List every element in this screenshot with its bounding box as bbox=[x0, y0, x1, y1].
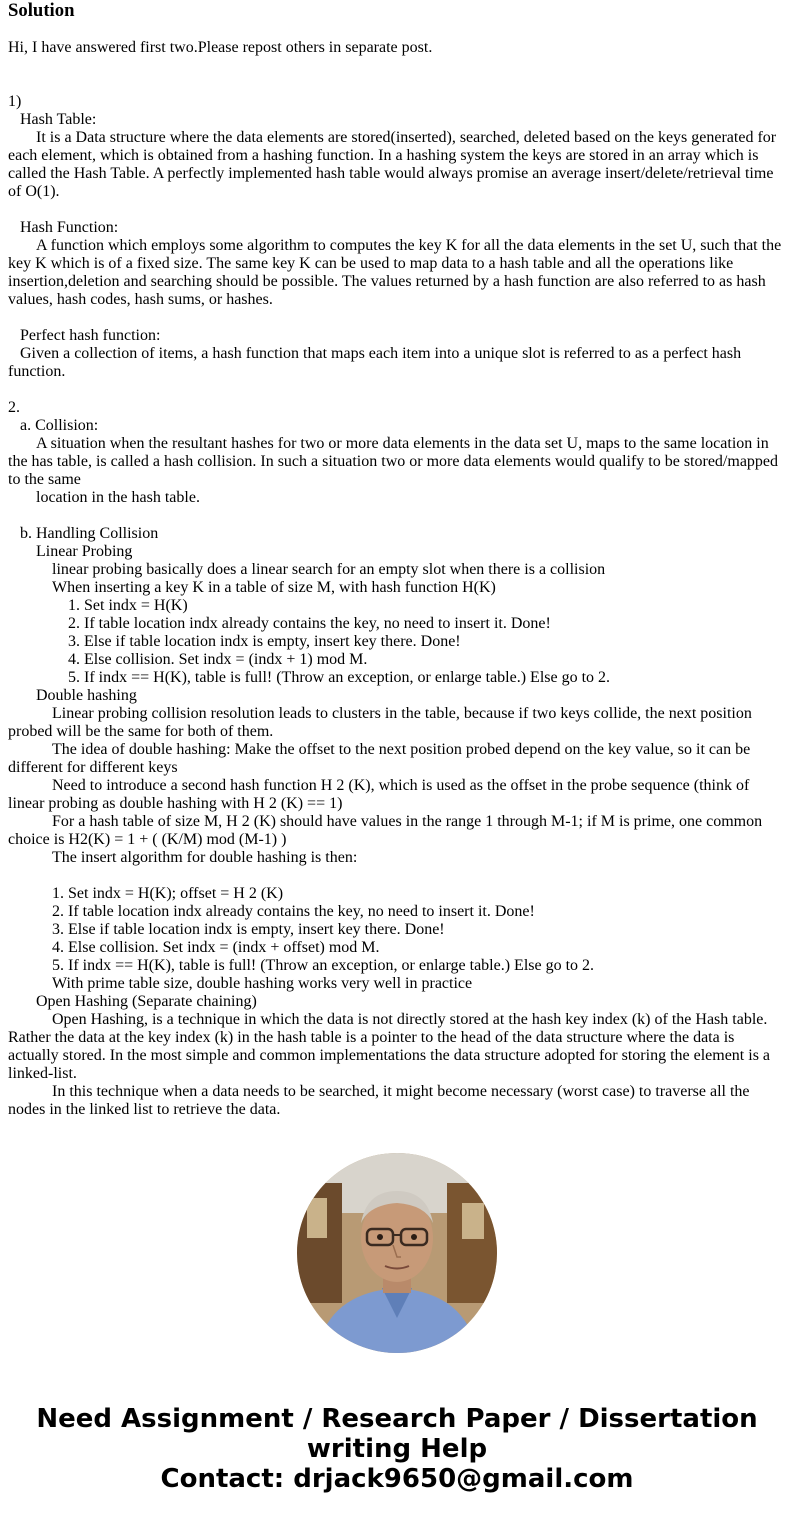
promo-contact: Contact: drjack9650@gmail.com bbox=[160, 1464, 634, 1494]
page-title: Solution bbox=[8, 0, 75, 21]
author-photo bbox=[297, 1153, 497, 1353]
answer-body: 1) Hash Table: It is a Data structure where the data elements are stored(inserted), searched, deleted based on the keys generated for each element, which is obtained from a hashing function. In a hashing system the keys are stored in an array which is called the Hash Table. A perfectly implemented hash table would always promise an average insert/delete/retrieval time of O(1). Hash Function: A function which employs some algorithm to computes the key K for all the data elements in the set U, such that the key K which is of a fixed size. The same key K can be used to map data to a hash table and all the operations like insertion,deletion and searching should be possible. The values returned by a hash function are also referred to as hash values, hash codes, hash sums, or hashes. Perfect hash function: Given a collection of items, a hash function that maps each item into a unique slot is referred to as a perfect hash function. 2. a. Collision: A situation when the resultant hashes for two or more data elements in the data set U, maps to the same location in the has table, is called a hash collision. In such a situation two or more data elements would qualify to be stored/mapped to the same location in the hash table. b. Handling Collision Linear Probing linear probing basically does a linear search for an empty slot when there is a collision When inserting a key K in a table of size M, with hash function H(K) 1. Set indx = H(K) 2. If table location indx already contains the key, no need to insert it. Done! 3. Else if table location indx is empty, insert key there. Done! 4. Else collision. Set indx = (indx + 1) mod M. 5. If indx == H(K), table is full! (Throw an exception, or enlarge table.) Else go to 2. Double hashing Linear probing collision resolution leads to clusters in the table, because if two keys collide, the next position probed will be the same for both of them. The idea of double hashing: Make the offset to the next position probed depend on the key value, so it can be different for different keys Need to introduce a second hash function H 2 (K), which is used as the offset in the probe sequence (think of linear probing as double hashing with H 2 (K) == 1) For a hash table of size M, H 2 (K) should have values in the range 1 through M-1; if M is prime, one common choice is H2(K) = 1 + ( (K/M) mod (M-1) ) The insert algorithm for double hashing is then: 1. Set indx = H(K); offset = H 2 (K) 2. If table location indx already contains the key, no need to insert it. Done! 3. Else if table location indx is empty, insert key there. Done! 4. Else collision. Set indx = (indx + offset) mod M. 5. If indx == H(K), table is full! (Throw an exception, or enlarge table.) Else go to 2. With prime table size, double hashing works very well in practice Open Hashing (Separate chaining) Open Hashing, is a technique in which the data is not directly stored at the hash key index (k) of the Hash table. Rather the data at the key index (k) in the hash table is a pointer to the head of the data structure where the data is actually stored. In the most simple and common implementations the data structure adopted for storing the element is a linked-list. In this technique when a data needs to be searched, it might become necessary (worst case) to traverse all the nodes in the linked list to retrieve the data. bbox=[8, 93, 782, 1118]
promo-line-2: writing Help bbox=[306, 1434, 488, 1464]
promo-banner bbox=[0, 1404, 794, 1494]
intro-text: Hi, I have answered first two.Please repost others in separate post. bbox=[8, 39, 433, 56]
promo-line-1: Need Assignment / Research Paper / Dissertation bbox=[36, 1404, 758, 1434]
